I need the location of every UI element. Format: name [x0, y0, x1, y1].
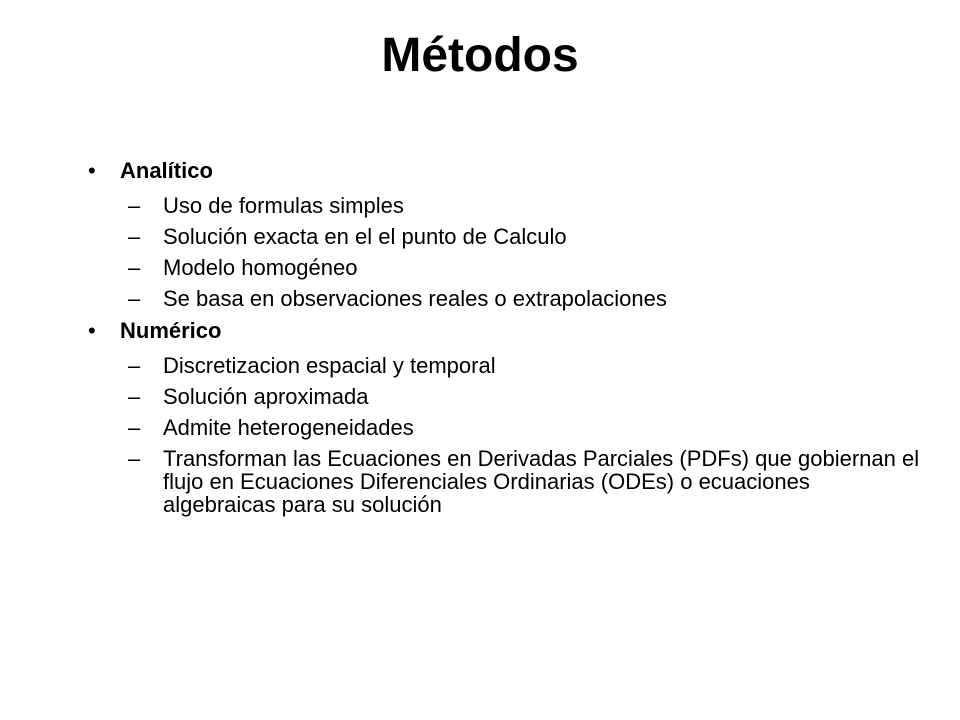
section-heading-label: Analítico: [120, 158, 213, 183]
list-item-text: Uso de formulas simples: [163, 193, 404, 218]
bullet-icon: •: [88, 158, 96, 183]
list-item: [88, 385, 928, 408]
list-item-text: Admite heterogeneidades: [163, 415, 414, 440]
dash-icon: –: [128, 224, 141, 249]
list-item-text: Solución exacta en el el punto de Calculo: [163, 224, 567, 249]
dash-icon: –: [128, 446, 141, 471]
list-item-text: Transforman las Ecuaciones en Derivadas Parciales (PDFs) que gobiernan el flujo en Ecuaciones Diferenciales Ordinarias (ODEs) o ecuaciones algebraicas para su solución: [163, 446, 920, 517]
slide-title: Métodos: [381, 29, 579, 82]
list-item: [88, 225, 928, 248]
bullet-icon: •: [88, 318, 96, 343]
section-heading-numerico: [88, 316, 928, 346]
list-item: [88, 194, 928, 217]
dash-icon: –: [128, 415, 141, 440]
dash-icon: –: [128, 193, 141, 218]
section-items-analitico: [88, 194, 928, 310]
section-heading-analitico: [88, 156, 928, 186]
section-items-numerico: [88, 354, 928, 516]
list-item-text: Modelo homogéneo: [163, 255, 358, 280]
list-item-text: Solución aproximada: [163, 384, 369, 409]
dash-icon: –: [128, 255, 141, 280]
list-item: [88, 416, 928, 439]
slide-content: [88, 150, 928, 516]
list-item: [88, 447, 928, 516]
dash-icon: –: [128, 353, 141, 378]
section-heading-label: Numérico: [120, 318, 222, 343]
list-item-text: Se basa en observaciones reales o extrapolaciones: [163, 286, 667, 311]
list-item-text: Discretizacion espacial y temporal: [163, 353, 496, 378]
list-item: [88, 354, 928, 377]
dash-icon: –: [128, 286, 141, 311]
dash-icon: –: [128, 384, 141, 409]
list-item: [88, 256, 928, 279]
list-item: [88, 287, 928, 310]
